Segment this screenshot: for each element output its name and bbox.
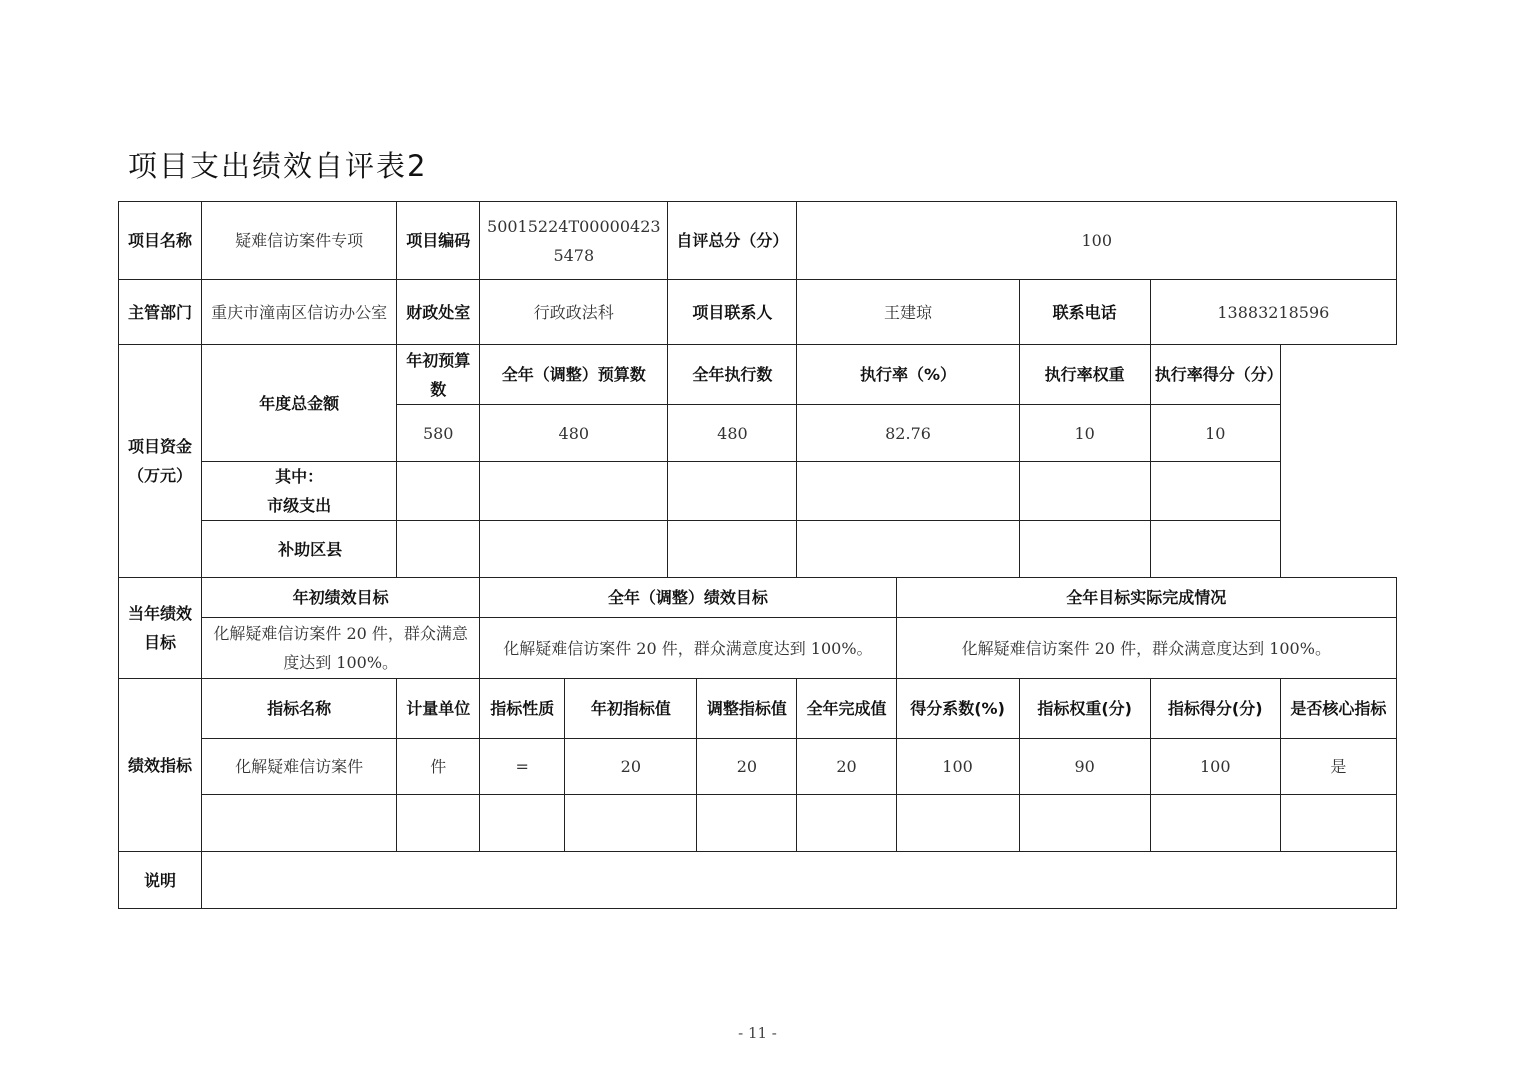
table-row xyxy=(119,739,1397,795)
notes-label: 说明 xyxy=(119,852,202,909)
empty-cell xyxy=(480,795,565,852)
project-code-label: 项目编码 xyxy=(397,202,480,280)
empty-cell xyxy=(697,795,797,852)
project-name-label: 项目名称 xyxy=(119,202,202,280)
contact-person-label: 项目联系人 xyxy=(668,280,797,345)
empty-cell xyxy=(397,795,480,852)
empty-cell xyxy=(1019,795,1150,852)
funds-adjusted-budget: 480 xyxy=(480,405,668,462)
city-executed xyxy=(668,462,797,521)
indicator-unit: 件 xyxy=(397,739,480,795)
goal-initial-value: 化解疑难信访案件 20 件，群众满意度达到 100%。 xyxy=(202,618,480,679)
empty-cell xyxy=(1280,795,1396,852)
indicator-name: 化解疑难信访案件 xyxy=(202,739,397,795)
indicator-nature: = xyxy=(480,739,565,795)
indicator-header-completed: 全年完成值 xyxy=(797,679,896,739)
indicators-section-label: 绩效指标 xyxy=(119,679,202,852)
subsidy-execution-rate xyxy=(797,521,1019,578)
funds-rate-score: 10 xyxy=(1150,405,1280,462)
indicator-core: 是 xyxy=(1280,739,1396,795)
subsidy-rate-weight xyxy=(1019,521,1150,578)
self-score-label: 自评总分（分） xyxy=(668,202,797,280)
indicator-weight: 90 xyxy=(1019,739,1150,795)
indicator-header-core: 是否核心指标 xyxy=(1280,679,1396,739)
indicator-header-weight: 指标权重(分) xyxy=(1019,679,1150,739)
indicator-coefficient: 100 xyxy=(896,739,1019,795)
project-name-value: 疑难信访案件专项 xyxy=(202,202,397,280)
goal-header-adjusted: 全年（调整）绩效目标 xyxy=(480,578,896,618)
row-project-info xyxy=(119,202,1397,280)
indicator-header-name: 指标名称 xyxy=(202,679,397,739)
phone-value: 13883218596 xyxy=(1150,280,1396,345)
empty-cell xyxy=(896,795,1019,852)
funds-executed: 480 xyxy=(668,405,797,462)
empty-cell xyxy=(1150,795,1280,852)
funds-execution-rate: 82.76 xyxy=(797,405,1019,462)
indicator-header-unit: 计量单位 xyxy=(397,679,480,739)
table-row xyxy=(119,795,1397,852)
city-adjusted-budget xyxy=(480,462,668,521)
funds-header-execution-rate: 执行率（%） xyxy=(797,345,1019,405)
city-initial-budget xyxy=(397,462,480,521)
of-which-label: 其中： xyxy=(275,467,324,486)
city-level-label: 市级支出 xyxy=(267,496,332,515)
empty-cell xyxy=(202,795,397,852)
goal-header-initial: 年初绩效目标 xyxy=(202,578,480,618)
goals-section-label: 当年绩效目标 xyxy=(119,578,202,679)
row-indicators-header xyxy=(119,679,1397,739)
empty-cell xyxy=(797,795,896,852)
finance-office-value: 行政政法科 xyxy=(480,280,668,345)
city-execution-rate xyxy=(797,462,1019,521)
row-goals-values xyxy=(119,618,1397,679)
indicator-adjusted: 20 xyxy=(697,739,797,795)
department-value: 重庆市潼南区信访办公室 xyxy=(202,280,397,345)
department-label: 主管部门 xyxy=(119,280,202,345)
subsidy-initial-budget xyxy=(397,521,480,578)
funds-header-rate-weight: 执行率权重 xyxy=(1019,345,1150,405)
city-rate-weight xyxy=(1019,462,1150,521)
funds-initial-budget: 580 xyxy=(397,405,480,462)
funds-header-initial-budget: 年初预算数 xyxy=(397,345,480,405)
indicator-header-adjusted: 调整指标值 xyxy=(697,679,797,739)
row-notes xyxy=(119,852,1397,909)
indicator-completed: 20 xyxy=(797,739,896,795)
goal-adjusted-value: 化解疑难信访案件 20 件，群众满意度达到 100%。 xyxy=(480,618,896,679)
row-funds-header xyxy=(119,345,1397,405)
funds-section-label: 项目资金（万元） xyxy=(119,345,202,578)
indicator-header-initial: 年初指标值 xyxy=(565,679,697,739)
indicator-initial: 20 xyxy=(565,739,697,795)
funds-header-rate-score: 执行率得分（分） xyxy=(1150,345,1280,405)
page-number: - 11 - xyxy=(738,1024,777,1042)
self-score-value: 100 xyxy=(797,202,1397,280)
funds-rate-weight: 10 xyxy=(1019,405,1150,462)
subsidy-adjusted-budget xyxy=(480,521,668,578)
page-title: 项目支出绩效自评表2 xyxy=(128,149,428,183)
performance-table xyxy=(118,201,1397,909)
city-rate-score xyxy=(1150,462,1280,521)
indicator-score: 100 xyxy=(1150,739,1280,795)
row-goals-header xyxy=(119,578,1397,618)
project-code-value: 50015224T000004235478 xyxy=(480,202,668,280)
funds-header-executed: 全年执行数 xyxy=(668,345,797,405)
indicator-header-coefficient: 得分系数(%) xyxy=(896,679,1019,739)
empty-cell xyxy=(565,795,697,852)
indicator-header-nature: 指标性质 xyxy=(480,679,565,739)
row-city-expenditure xyxy=(119,462,1397,521)
annual-total-label: 年度总金额 xyxy=(202,345,397,462)
indicator-header-score: 指标得分(分) xyxy=(1150,679,1280,739)
goal-header-actual: 全年目标实际完成情况 xyxy=(896,578,1396,618)
contact-person-value: 王建琼 xyxy=(797,280,1019,345)
goal-actual-value: 化解疑难信访案件 20 件，群众满意度达到 100%。 xyxy=(896,618,1396,679)
district-subsidy-label: 补助区县 xyxy=(202,521,397,578)
subsidy-rate-score xyxy=(1150,521,1280,578)
city-expenditure-label xyxy=(202,462,397,521)
finance-office-label: 财政处室 xyxy=(397,280,480,345)
row-district-subsidy xyxy=(119,521,1397,578)
row-department-info xyxy=(119,280,1397,345)
notes-value xyxy=(202,852,1397,909)
subsidy-executed xyxy=(668,521,797,578)
funds-header-adjusted-budget: 全年（调整）预算数 xyxy=(480,345,668,405)
phone-label: 联系电话 xyxy=(1019,280,1150,345)
